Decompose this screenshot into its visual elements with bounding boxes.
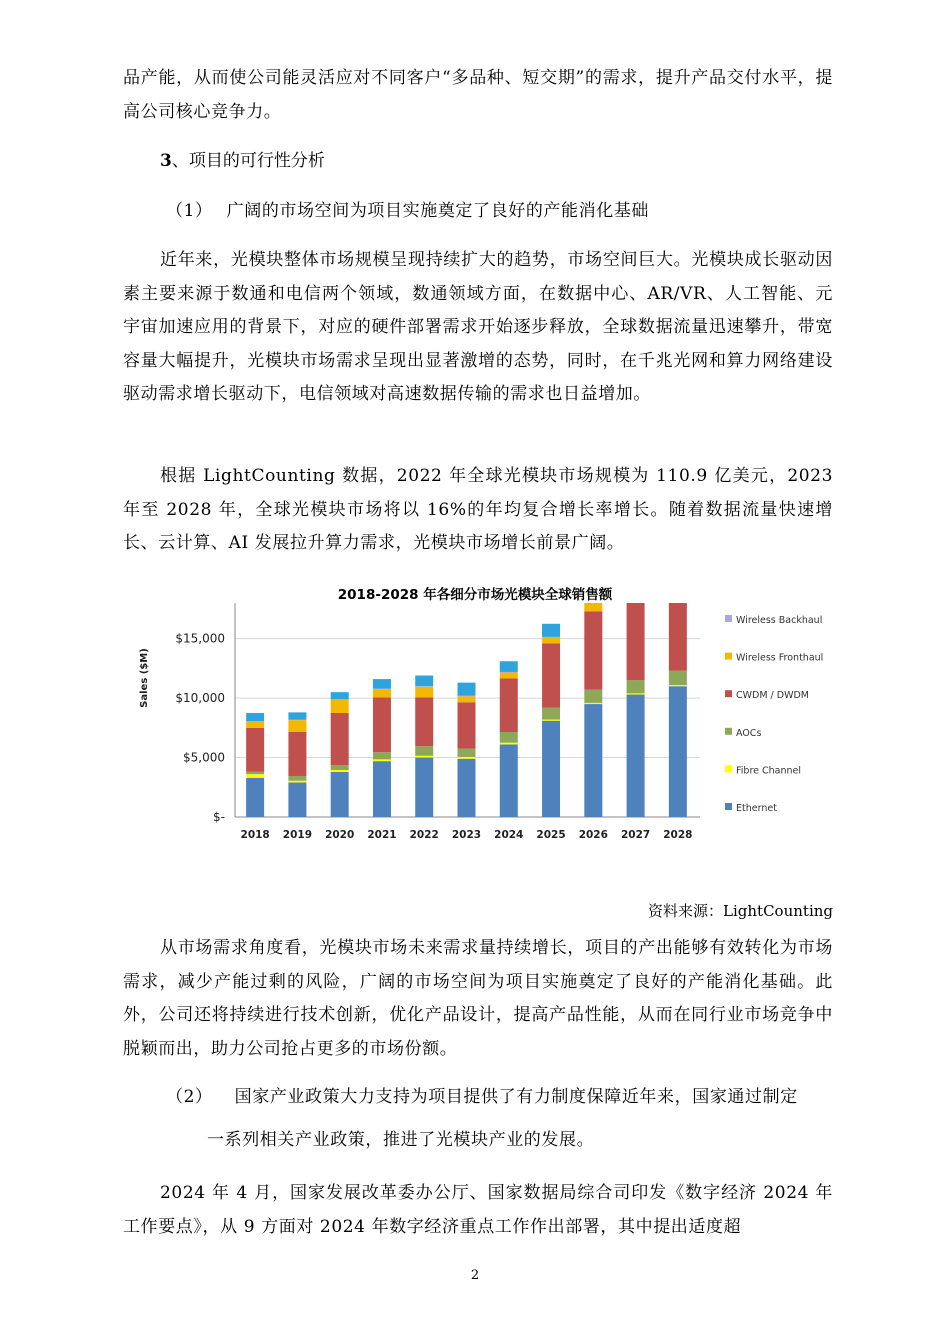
x-tick-label: 2025: [536, 829, 566, 841]
bar-segment-fibre-channel: [500, 743, 518, 745]
chart-title: 2018-2028 年各细分市场光模块全球销售额: [337, 587, 613, 603]
bar-segment-other: [415, 676, 433, 687]
paragraph-3: 根据 LightCounting 数据，2022 年全球光模块市场规模为 110.9 亿美元，2023 年至 2028 年，全球光模块市场将以 16%的年均复合增长率增长。随着数据流量快速增长、云计算、AI 发展拉升算力需求，光模块市场增长前景广阔。: [123, 466, 833, 553]
bar-segment-aocs: [458, 749, 476, 757]
bar-segment-aocs: [669, 671, 687, 685]
bar-segment-wireless-fronthaul: [415, 687, 433, 698]
legend-label: Fibre Channel: [736, 765, 802, 777]
paragraph-1: 品产能，从而使公司能灵活应对不同客户“多品种、短交期”的需求，提升产品交付水平，提高公司核心竞争力。: [123, 68, 833, 122]
sales-chart: [120, 580, 840, 850]
bar-segment-wireless-backhaul: [246, 721, 264, 722]
x-tick-label: 2018: [240, 829, 270, 841]
bar-segment-cwdm-dwdm: [542, 643, 560, 707]
x-tick-label: 2027: [620, 829, 651, 841]
x-tick-label: 2019: [282, 829, 313, 841]
bar-segment-ethernet: [331, 772, 349, 817]
paragraph-4: 从市场需求角度看，光模块市场未来需求量持续增长，项目的产出能够有效转化为市场需求，减少产能过剩的风险，广阔的市场空间为项目实施奠定了良好的产能消化基础。此外，公司还将持续进行技术创新，优化产品设计，提高产品性能，从而在同行业市场竞争中脱颖而出，助力公司抢占更多的市场份额。: [123, 938, 833, 1059]
paragraph-5: 2024 年 4 月，国家发展改革委办公厅、国家数据局综合司印发《数字经济 2024 年工作要点》，从 9 方面对 2024 年数字经济重点工作作出部署，其中提出适度超: [123, 1183, 833, 1237]
bar-segment-ethernet: [584, 704, 602, 817]
x-tick-label: 2020: [325, 829, 355, 841]
bar-segment-aocs: [584, 690, 602, 703]
legend-swatch: [725, 803, 732, 810]
bar-segment-ethernet: [373, 761, 391, 817]
x-tick-label: 2024: [494, 829, 524, 841]
y-tick-label: $-: [213, 810, 225, 824]
subheading-2: [166, 1082, 798, 1107]
bar-segment-wireless-backhaul: [331, 699, 349, 700]
subheading-1-number: （1）: [166, 201, 213, 221]
bar-segment-ethernet: [500, 744, 518, 817]
bar-segment-other: [627, 580, 645, 584]
bar-segment-wireless-backhaul: [542, 637, 560, 638]
y-tick-label: $15,000: [175, 631, 225, 646]
bar-segment-wireless-fronthaul: [542, 637, 560, 643]
bar-segment-wireless-backhaul: [458, 696, 476, 697]
bar-segment-wireless-backhaul: [288, 720, 306, 721]
subheading-2-continued: 一系列相关产业政策，推进了光模块产业的发展。: [207, 1130, 595, 1150]
source-note: 资料来源：LightCounting: [648, 902, 833, 920]
bar-segment-fibre-channel: [288, 781, 306, 783]
bar-segment-wireless-fronthaul: [500, 673, 518, 679]
bar-segment-cwdm-dwdm: [331, 713, 349, 765]
bar-segment-wireless-fronthaul: [627, 585, 645, 595]
bar-segment-other: [500, 661, 518, 672]
y-tick-label: $10,000: [175, 691, 225, 706]
bar-segment-cwdm-dwdm: [246, 728, 264, 772]
paragraph-2: 近年来，光模块整体市场规模呈现持续扩大的趋势，市场空间巨大。光模块成长驱动因素主要来源于数通和电信两个领域，数通领域方面，在数据中心、AR/VR、人工智能、元宇宙加速应用的背景下，对应的硬件部署需求开始逐步释放，全球数据流量迅速攀升，带宽容量大幅提升，光模块市场需求呈现出显著激增的态势，同时，在千兆光网和算力网络建设驱动需求增长驱动下，电信领域对高速数据传输的需求也日益增加。: [123, 250, 833, 404]
section-number: 3: [160, 151, 172, 171]
legend-swatch: [725, 653, 732, 660]
y-tick-label: $5,000: [183, 750, 225, 765]
bar-segment-fibre-channel: [584, 703, 602, 704]
bar-segment-other: [331, 692, 349, 699]
bar-segment-wireless-fronthaul: [458, 696, 476, 702]
bar-segment-aocs: [246, 772, 264, 774]
bar-segment-cwdm-dwdm: [669, 580, 687, 671]
x-tick-label: 2021: [367, 829, 397, 841]
bar-segment-aocs: [415, 746, 433, 756]
section-title: 、项目的可行性分析: [171, 151, 325, 171]
bar-segment-wireless-fronthaul: [373, 689, 391, 697]
subheading-2-number: （2）: [166, 1087, 213, 1107]
bar-segment-ethernet: [542, 721, 560, 817]
chart-legend: [725, 615, 823, 814]
bar-segment-wireless-fronthaul: [246, 722, 264, 728]
subheading-1-title: 广阔的市场空间为项目实施奠定了良好的产能消化基础: [226, 201, 650, 221]
bar-segment-wireless-fronthaul: [331, 700, 349, 713]
bar-segment-cwdm-dwdm: [584, 611, 602, 689]
bar-segment-ethernet: [288, 783, 306, 817]
section-heading: [160, 146, 325, 171]
bar-segment-wireless-backhaul: [627, 584, 645, 585]
bar-segment-fibre-channel: [415, 756, 433, 758]
bar-segment-other: [458, 683, 476, 696]
bar-segment-other: [542, 624, 560, 637]
bar-segment-cwdm-dwdm: [458, 702, 476, 748]
subheading-1: [166, 196, 649, 221]
bar-segment-wireless-backhaul: [415, 686, 433, 687]
legend-label: Wireless Backhaul: [736, 615, 823, 626]
bar-segment-cwdm-dwdm: [373, 698, 391, 753]
subheading-2-title-line1: 国家产业政策大力支持为项目提供了有力制度保障近年来，国家通过制定: [234, 1087, 798, 1107]
legend-label: AOCs: [736, 727, 762, 739]
bar-segment-ethernet: [458, 759, 476, 817]
bar-segment-wireless-backhaul: [500, 672, 518, 673]
x-tick-label: 2023: [451, 829, 482, 841]
bar-segment-cwdm-dwdm: [500, 678, 518, 732]
y-axis-label: Sales ($M): [139, 648, 150, 708]
bar-segment-fibre-channel: [669, 685, 687, 686]
x-tick-label: 2026: [578, 829, 608, 841]
bar-segment-wireless-backhaul: [373, 689, 391, 690]
bar-segment-fibre-channel: [627, 693, 645, 694]
legend-label: Wireless Fronthaul: [736, 652, 824, 664]
bar-segment-other: [288, 712, 306, 719]
bar-segment-ethernet: [246, 778, 264, 817]
legend-swatch: [725, 765, 732, 772]
bar-segment-aocs: [288, 776, 306, 781]
bar-segment-wireless-fronthaul: [584, 602, 602, 612]
legend-swatch: [725, 728, 732, 735]
bar-segment-fibre-channel: [246, 774, 264, 778]
bar-segment-fibre-channel: [373, 759, 391, 761]
bar-segment-other: [246, 713, 264, 721]
bar-segment-ethernet: [415, 758, 433, 817]
bar-segment-fibre-channel: [331, 770, 349, 772]
bar-segment-aocs: [627, 680, 645, 693]
bar-segment-aocs: [500, 732, 518, 743]
bar-segment-ethernet: [627, 695, 645, 817]
bar-segment-cwdm-dwdm: [415, 698, 433, 747]
bar-segment-aocs: [373, 752, 391, 759]
bar-segment-cwdm-dwdm: [288, 732, 306, 776]
bar-segment-other: [373, 679, 391, 689]
page-number: 2: [470, 1268, 480, 1283]
bar-segment-fibre-channel: [542, 720, 560, 721]
x-tick-label: 2022: [409, 829, 439, 841]
x-tick-label: 2028: [663, 829, 693, 841]
bar-segment-wireless-fronthaul: [288, 720, 306, 732]
plot-area: [175, 580, 700, 841]
legend-swatch: [725, 615, 732, 622]
bar-segment-ethernet: [669, 686, 687, 817]
bar-segment-aocs: [542, 708, 560, 720]
bar-segment-fibre-channel: [458, 757, 476, 759]
legend-swatch: [725, 690, 732, 697]
bar-segment-aocs: [331, 765, 349, 770]
legend-label: Ethernet: [736, 803, 777, 814]
legend-label: CWDM / DWDM: [736, 690, 809, 702]
bar-segment-cwdm-dwdm: [627, 595, 645, 681]
